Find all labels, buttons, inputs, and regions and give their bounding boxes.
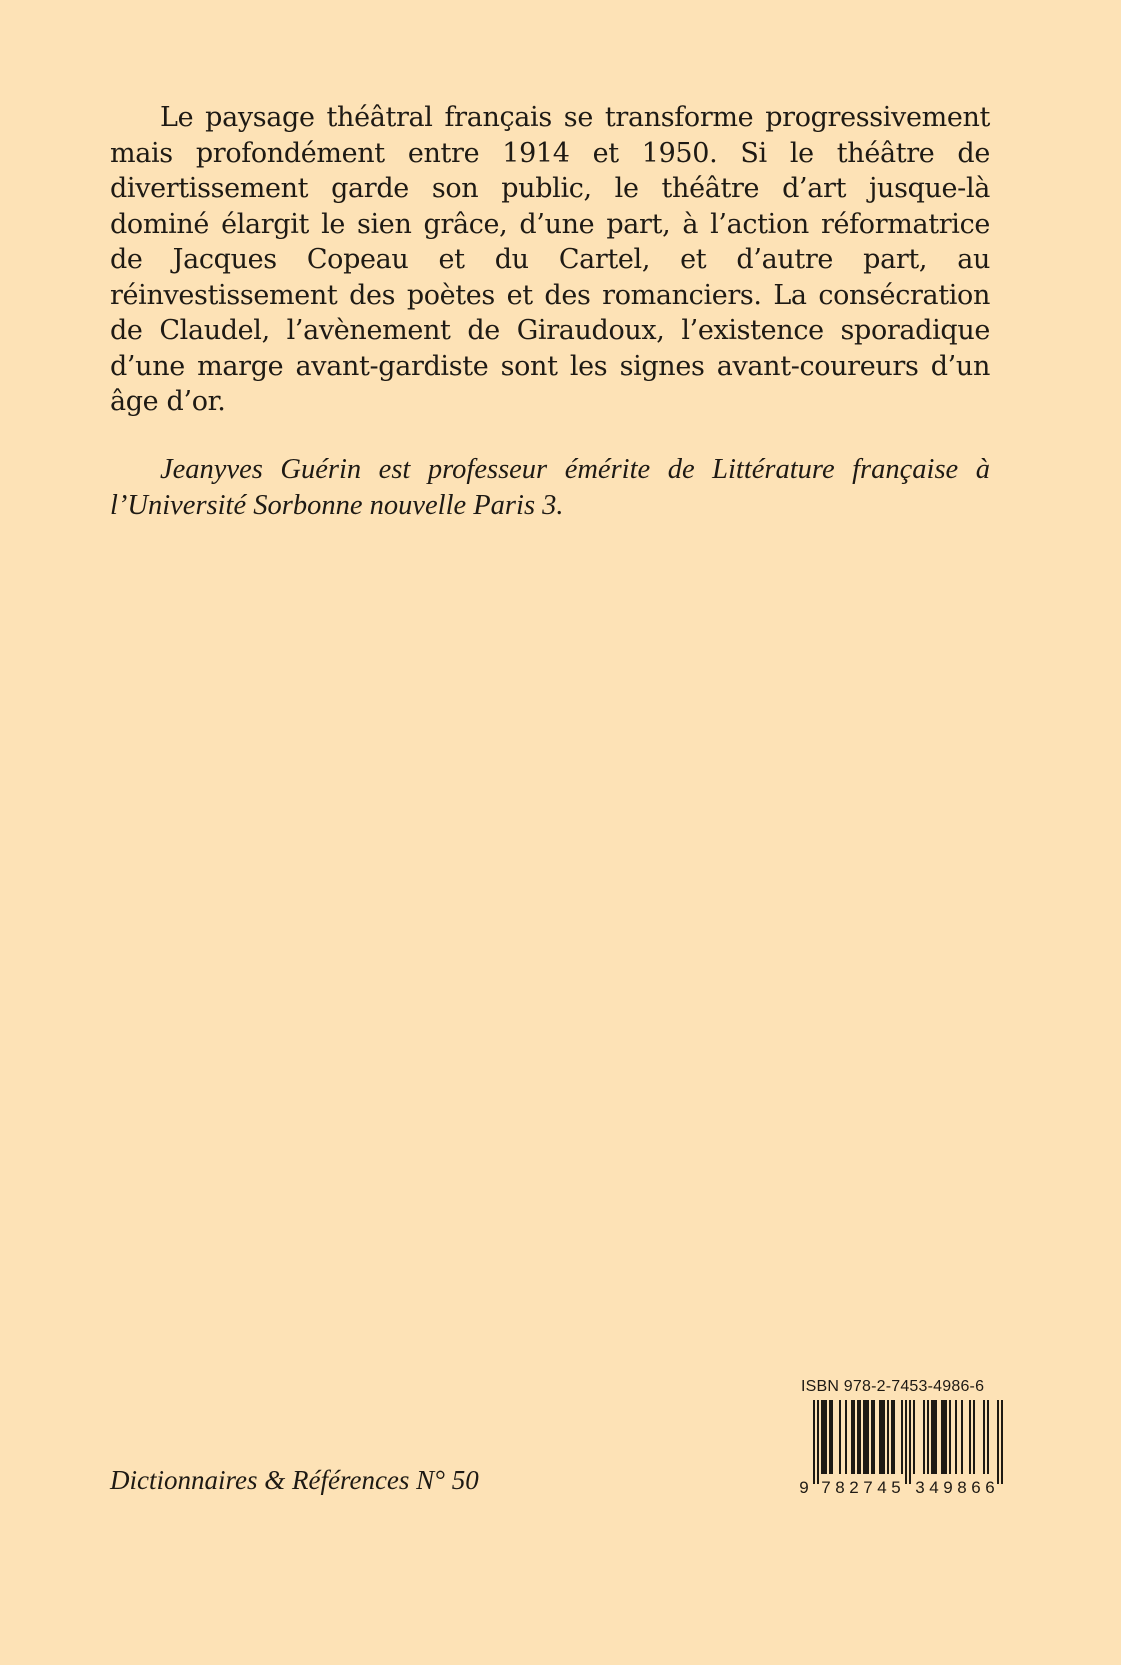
author-note: Jeanyves Guérin est professeur émérite de Littérature française à l’Université Sorbonne nouvelle Paris 3.: [110, 454, 990, 521]
barcode-bar: [863, 1400, 865, 1474]
barcode-bar: [813, 1400, 815, 1484]
barcode-bar: [867, 1400, 869, 1474]
barcode-bar: [927, 1400, 929, 1474]
barcode-bar: [881, 1400, 883, 1474]
isbn-barcode: [797, 1378, 1009, 1500]
barcode-bar: [983, 1400, 985, 1474]
barcode-bar: [873, 1400, 875, 1474]
collection-title: Dictionnaires & Références N° 50: [110, 1465, 479, 1495]
barcode-bar: [845, 1400, 847, 1474]
barcode-digit: 2: [849, 1478, 859, 1497]
barcode-bar: [931, 1400, 933, 1474]
barcode-digit: 6: [971, 1478, 981, 1497]
barcode-bar: [859, 1400, 861, 1474]
barcode-bar: [997, 1400, 999, 1484]
barcode-bar: [831, 1400, 833, 1474]
barcode-bar: [901, 1400, 903, 1474]
barcode-bar: [879, 1400, 881, 1474]
barcode-bar: [883, 1400, 885, 1474]
barcode-bar: [955, 1400, 957, 1474]
isbn-label: ISBN 978-2-7453-4986-6: [801, 1378, 985, 1395]
barcode-digit: 9: [943, 1478, 953, 1497]
barcode-bar: [973, 1400, 975, 1474]
barcode-bar: [943, 1400, 945, 1474]
barcode-bar: [891, 1400, 893, 1474]
barcode-bar: [905, 1400, 907, 1484]
barcode-bar: [945, 1400, 947, 1474]
barcode-digit: 8: [957, 1478, 967, 1497]
barcode-digit: 7: [863, 1478, 873, 1497]
barcode-bar: [839, 1400, 841, 1474]
barcode-digit: 7: [821, 1478, 831, 1497]
barcode-digit: 6: [985, 1478, 995, 1497]
ean13-barcode-icon: [797, 1400, 1009, 1500]
barcode-bar: [941, 1400, 943, 1474]
barcode-bar: [853, 1400, 855, 1474]
barcode-bar: [893, 1400, 895, 1474]
barcode-bar: [933, 1400, 935, 1474]
barcode-bar: [969, 1400, 971, 1474]
barcode-bar: [1001, 1400, 1003, 1484]
barcode-bar: [923, 1400, 925, 1474]
barcode-digit: 3: [915, 1478, 925, 1497]
barcode-bar: [865, 1400, 867, 1474]
barcode-bar: [987, 1400, 989, 1474]
barcode-digit: 5: [891, 1478, 901, 1497]
barcode-bar: [825, 1400, 827, 1474]
barcode-bar: [857, 1400, 859, 1474]
barcode-bar: [961, 1400, 963, 1474]
barcode-bar: [823, 1400, 825, 1474]
barcode-bar: [913, 1400, 915, 1474]
barcode-bar: [887, 1400, 889, 1474]
blurb-paragraph: Le paysage théâtral français se transforme progressivement mais profondément entre 1914 et 1950. Si le théâtre de divertissement garde son public, le théâtre d’art jusque-là dominé élargit le sien grâce, d’une part, à l’action réformatrice de Jacques Copeau et du Cartel, et d’autre part, au réinvestissement des poètes et des romanciers. La consécration de Claudel, l’avènement de Giraudoux, l’existence sporadique d’une marge avant-gardiste sont les signes avant-coureurs d’un âge d’or.: [110, 102, 990, 417]
barcode-bar: [829, 1400, 831, 1474]
barcode-bar: [817, 1400, 819, 1484]
barcode-digit: 4: [877, 1478, 887, 1497]
barcode-bar: [949, 1400, 951, 1474]
barcode-digit: 9: [799, 1478, 809, 1497]
barcode-bar: [935, 1400, 937, 1474]
barcode-bar: [909, 1400, 911, 1484]
barcode-bar: [851, 1400, 853, 1474]
barcode-digit: 4: [929, 1478, 939, 1497]
barcode-bar: [821, 1400, 823, 1474]
barcode-digit: 8: [835, 1478, 845, 1497]
barcode-bar: [871, 1400, 873, 1474]
